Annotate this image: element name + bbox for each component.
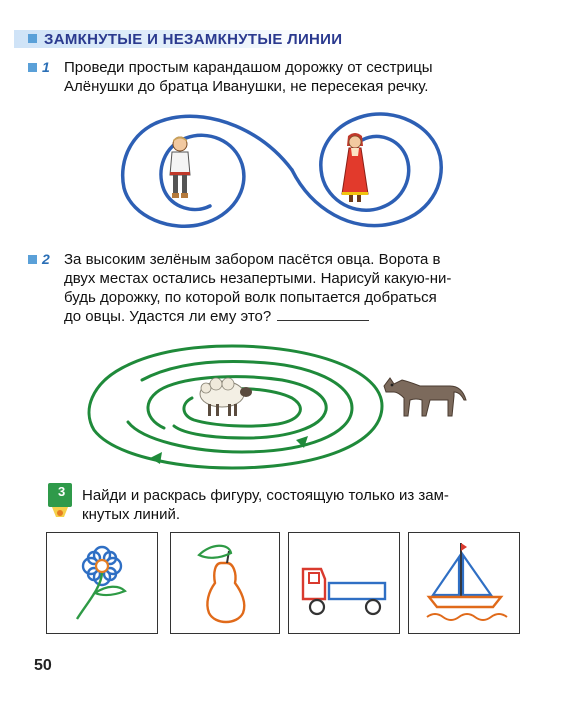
tile-boat[interactable] — [408, 532, 520, 634]
ivanushka-boy-icon[interactable] — [165, 135, 195, 205]
task-2-line-4 — [64, 307, 518, 326]
task-2-line-1: За высоким зелёным забором пасётся овца. Ворота в — [64, 251, 441, 268]
flower-icon — [47, 533, 157, 633]
task-2-line-3: будь дорожку, по которой волк попытается добраться — [64, 289, 437, 306]
tile-pear[interactable] — [170, 532, 280, 634]
task-2-line-4-text: до овцы. Удастся ли ему это? — [64, 308, 272, 325]
answer-line[interactable] — [277, 319, 369, 321]
task-1-line-2: Алёнушки до братца Иванушки, не пересекая речку. — [64, 78, 429, 95]
sheep-icon[interactable] — [194, 376, 254, 418]
task-1-number: 1 — [42, 59, 50, 75]
title-text: ЗАМКНУТЫЕ И НЕЗАМКНУТЫЕ ЛИНИИ — [44, 30, 343, 48]
truck-icon — [289, 533, 399, 633]
tile-truck[interactable] — [288, 532, 400, 634]
task-3-number: 3 — [58, 484, 66, 499]
pear-icon — [171, 533, 279, 633]
task-2-square-icon — [28, 255, 37, 264]
task-1-square-icon — [28, 63, 37, 72]
river-spiral[interactable] — [112, 100, 452, 240]
task-3-line-1: Найди и раскрась фигуру, состоящую только из зам- — [82, 487, 449, 504]
task-3-line-2: кнутых линий. — [82, 506, 181, 523]
task-1-line-1: Проведи простым карандашом дорожку от сестрицы — [64, 59, 433, 76]
boat-icon — [409, 533, 519, 633]
wolf-icon[interactable] — [380, 370, 470, 422]
page-title — [14, 28, 342, 50]
page-number: 50 — [34, 657, 52, 674]
task-2-line-2: двух местах остались незапертыми. Нарисуй какую-ни- — [64, 270, 452, 287]
alyonushka-girl-icon[interactable] — [338, 132, 372, 204]
task-2-number: 2 — [42, 251, 50, 267]
tile-flower[interactable] — [46, 532, 158, 634]
